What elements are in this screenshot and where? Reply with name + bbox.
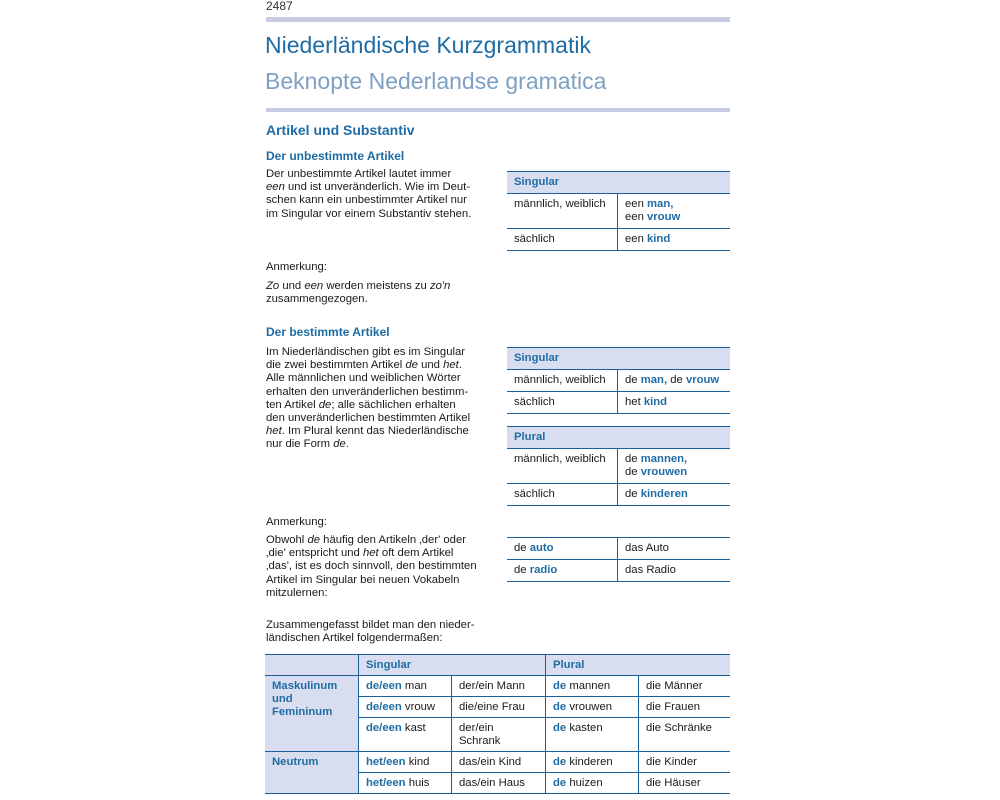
plural-german: die Häuser: [639, 773, 731, 794]
row-label: sächlich: [507, 484, 618, 506]
singular-dutch: het/een huis: [359, 773, 452, 794]
singular-german: das/ein Kind: [452, 752, 546, 773]
group-label: Maskulinum und Femininum: [265, 676, 359, 752]
row-value: de mannen, de vrouwen: [618, 449, 731, 484]
table-row: [507, 370, 730, 392]
title-dutch: Beknopte Nederlandse gramatica: [265, 68, 607, 94]
plural-german: die Kinder: [639, 752, 731, 773]
indef-heading: Der unbestimmte Artikel: [266, 149, 405, 163]
plural-german: die Männer: [639, 676, 731, 697]
title-german: Niederländische Kurzgrammatik: [265, 32, 591, 58]
table-row: [507, 538, 730, 560]
vocab-table: [507, 537, 730, 582]
singular-german: der/ein Schrank: [452, 718, 546, 752]
def-singular-header: Singular: [507, 348, 730, 370]
row-label: männlich, weiblich: [507, 449, 618, 484]
group-label: Neutrum: [265, 752, 359, 794]
vocab-nl: de radio: [507, 560, 618, 582]
indef-note-label: Anmerkung:: [266, 261, 327, 273]
vocab-nl: de auto: [507, 538, 618, 560]
table-row: [265, 752, 730, 773]
def-note-label: Anmerkung:: [266, 516, 327, 528]
table-row: [265, 676, 730, 697]
row-label: sächlich: [507, 392, 618, 414]
table-row: [507, 194, 730, 229]
row-label: männlich, weiblich: [507, 194, 618, 229]
plural-german: die Frauen: [639, 697, 731, 718]
def-text: Im Niederländischen gibt es im Singular die zwei bestimmten Artikel de und het. Alle männlichen und weiblichen Wörter erhalten den unveränderlichen bestimm- ten Artikel de; alle sächlichen erhalten den unveränderlichen bestimmten Artikel het. Im Plural kennt das Niederländische nur die Form de.: [266, 346, 471, 451]
table-row: [507, 484, 730, 506]
def-heading: Der bestimmte Artikel: [266, 325, 390, 339]
section-heading: Artikel und Substantiv: [266, 122, 415, 138]
indef-note-text: Zo und een werden meistens zu zo'n zusammengezogen.: [266, 280, 451, 306]
singular-dutch: de/een vrouw: [359, 697, 452, 718]
vocab-de: das Auto: [618, 538, 731, 560]
plural-dutch: de kinderen: [546, 752, 639, 773]
table-row: [507, 229, 730, 251]
top-rule: [266, 17, 730, 22]
plural-dutch: de vrouwen: [546, 697, 639, 718]
table-row: [507, 560, 730, 582]
singular-german: das/ein Haus: [452, 773, 546, 794]
row-value: de kinderen: [618, 484, 731, 506]
row-value: de man, de vrouw: [618, 370, 731, 392]
row-value: een man, een vrouw: [618, 194, 731, 229]
row-label: männlich, weiblich: [507, 370, 618, 392]
summary-singular-header: Singular: [359, 655, 546, 676]
plural-german: die Schränke: [639, 718, 731, 752]
singular-german: der/ein Mann: [452, 676, 546, 697]
plural-dutch: de mannen: [546, 676, 639, 697]
vocab-de: das Radio: [618, 560, 731, 582]
row-value: het kind: [618, 392, 731, 414]
def-singular-table: [507, 347, 730, 414]
def-note-text: Obwohl de häufig den Artikeln ‚der' oder ‚die' entspricht und het oft dem Artikel ‚das', ist es doch sinnvoll, den bestimmten Artikel im Singular bei neuen Vokabeln mitzulernen:: [266, 534, 477, 599]
row-label: sächlich: [507, 229, 618, 251]
singular-german: die/eine Frau: [452, 697, 546, 718]
title-rule: [266, 108, 730, 112]
summary-intro: Zusammengefasst bildet man den nieder- ländischen Artikel folgendermaßen:: [266, 619, 475, 645]
row-value: een kind: [618, 229, 731, 251]
plural-dutch: de huizen: [546, 773, 639, 794]
plural-dutch: de kasten: [546, 718, 639, 752]
def-plural-header: Plural: [507, 427, 730, 449]
table-row: [507, 449, 730, 484]
summary-table: [265, 654, 730, 794]
indef-text: Der unbestimmte Artikel lautet immer een und ist unveränderlich. Wie im Deut- schen kann ein unbestimmter Artikel nur im Singular vor einem Substantiv stehen.: [266, 168, 472, 220]
summary-plural-header: Plural: [546, 655, 731, 676]
def-plural-table: [507, 426, 730, 506]
page-number: 2487: [266, 0, 293, 13]
summary-header-row: [265, 655, 730, 676]
singular-dutch: de/een man: [359, 676, 452, 697]
table-row: [507, 392, 730, 414]
indef-table: [507, 171, 730, 251]
singular-dutch: de/een kast: [359, 718, 452, 752]
singular-dutch: het/een kind: [359, 752, 452, 773]
indef-table-header: Singular: [507, 172, 730, 194]
summary-corner: [265, 655, 359, 676]
